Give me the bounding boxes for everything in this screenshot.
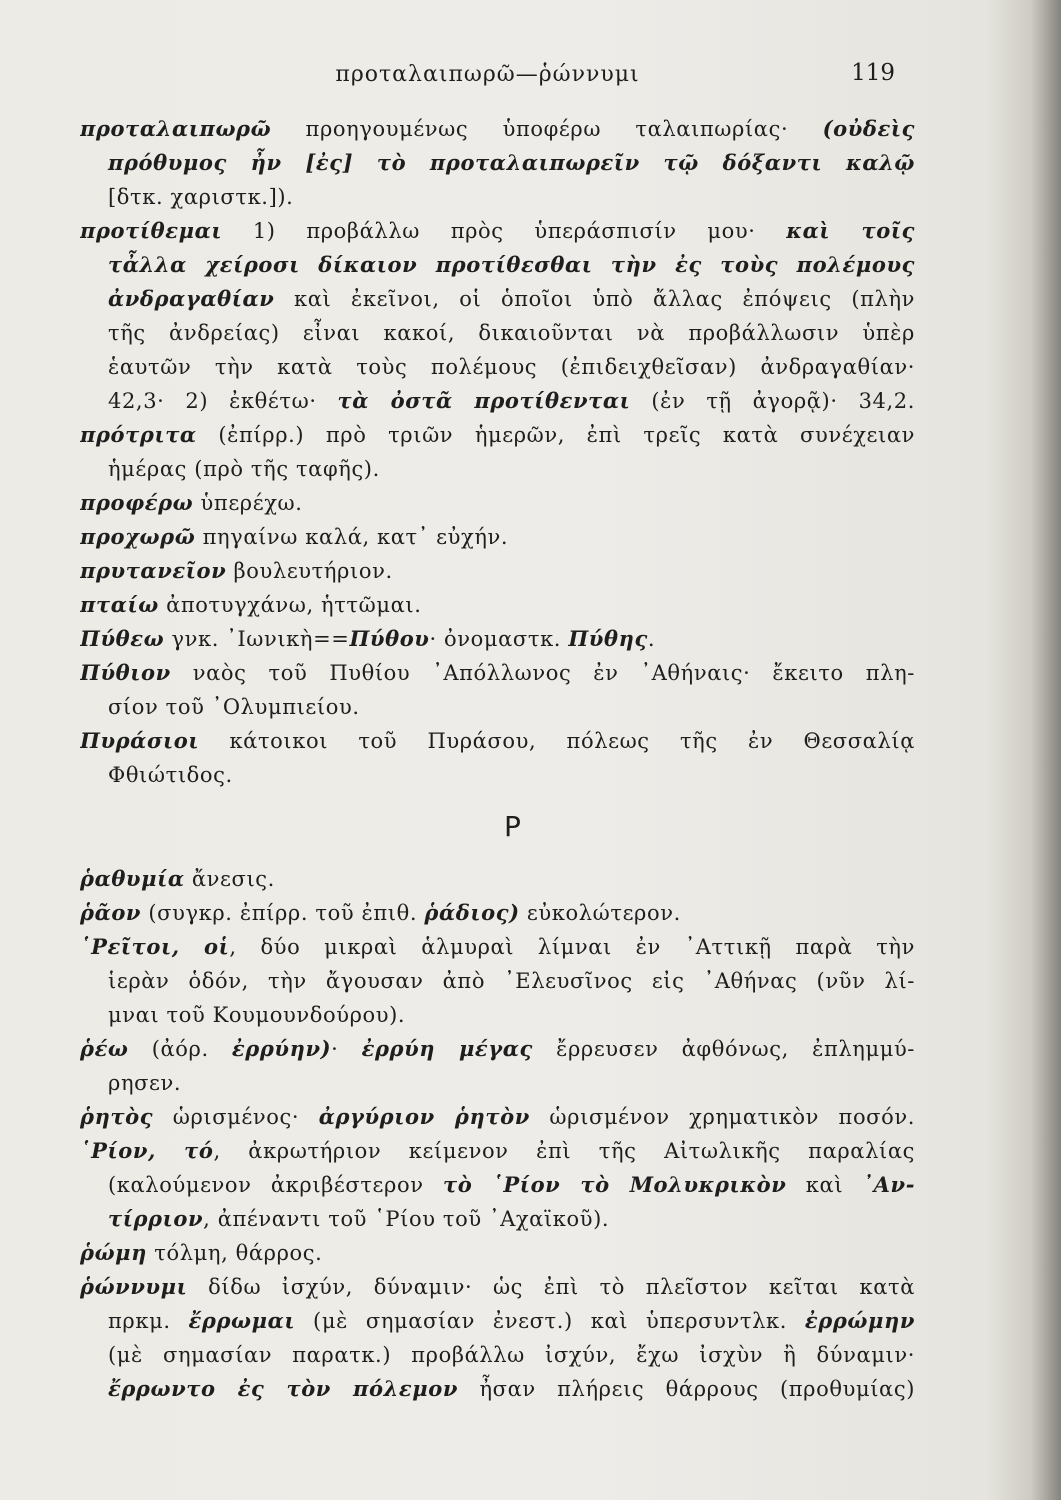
text-line: [80, 350, 915, 384]
text-line: [80, 486, 915, 520]
headword: προτίθεμαι: [80, 218, 223, 243]
text-line: [80, 1372, 915, 1406]
headword: πρόθυμος ἦν [ἐς] τὸ προταλαιπωρεῖν τῷ δόξαντι καλῷ: [108, 150, 915, 175]
text-line: [80, 1304, 915, 1338]
headword: πρυτανεῖον: [80, 558, 227, 583]
text-line: [80, 724, 915, 758]
definition-text: γνκ. ᾿Ιωνικὴ==: [164, 627, 350, 651]
definition-text: (μὲ σημασίαν ἐνεστ.) καὶ ὑπερσυντλκ.: [295, 1309, 805, 1333]
definition-text: ναὸς τοῦ Πυθίου ᾿Απόλλωνος ἐν ᾿Αθήναις· ἔκειτο πλη-: [170, 661, 915, 685]
definition-text: (συγκρ. ἐπίρρ. τοῦ ἐπιθ.: [141, 901, 425, 925]
section-letter: Ρ: [504, 810, 521, 843]
headword: ῥάδιος): [424, 900, 520, 925]
headword: ἐρρώμην: [804, 1308, 915, 1333]
headword: πταίω: [80, 592, 159, 617]
headword: ἀργύριον ῥητὸν: [318, 1104, 530, 1129]
headword: ἐρρύη μέγας: [361, 1036, 533, 1061]
headword: Πύθιον: [80, 660, 171, 685]
text-line: [80, 418, 915, 452]
text-line: [80, 180, 915, 214]
entries-rho: [80, 862, 915, 1406]
definition-text: ἑαυτῶν τὴν κατὰ τοὺς πολέμους (ἐπιδειχθεῖσαν) ἀνδραγαθίαν·: [108, 355, 915, 379]
text-line: [80, 1202, 915, 1236]
text-line: [80, 1066, 915, 1100]
headword: ἔρρωμαι: [188, 1308, 296, 1333]
definition-text: (μὲ σημασίαν παρατκ.) προβάλλω ἰσχύν, ἔχω ἰσχὺν ἢ δύναμιν·: [108, 1343, 915, 1367]
definition-text: ρησεν.: [108, 1071, 182, 1095]
headword: πρότριτα: [80, 422, 197, 447]
definition-text: ὡρισμένον χρηματικὸν ποσόν.: [529, 1105, 915, 1129]
headword: Πύθου: [349, 626, 430, 651]
dictionary-text: [80, 112, 915, 1406]
definition-text: πρκμ.: [108, 1309, 189, 1333]
headword: τὰ ὀστᾶ προτίθενται: [337, 388, 631, 413]
definition-text: (ἀόρ.: [128, 1037, 232, 1061]
headword: ἐρρύην): [231, 1036, 332, 1061]
headword: ῾Ρίον, τό: [80, 1138, 214, 1163]
text-line: [80, 896, 915, 930]
running-title: προταλαιπωρῶ—ῥώννυμι: [335, 62, 640, 87]
page-header: [80, 56, 895, 96]
definition-text: ·: [331, 1037, 362, 1061]
definition-text: (ἐπίρρ.) πρὸ τριῶν ἡμερῶν, ἐπὶ τρεῖς κατὰ συνέχειαν: [196, 423, 915, 447]
headword: (οὐδεὶς: [822, 116, 915, 141]
headword: τἆλλα χείροσι δίκαιον προτίθεσθαι τὴν ἐς τοὺς πολέμους: [108, 252, 915, 277]
definition-text: 42,3· 2) ἐκθέτω·: [108, 389, 338, 413]
text-line: [80, 690, 915, 724]
definition-text: κάτοικοι τοῦ Πυράσου, πόλεως τῆς ἐν Θεσσαλίᾳ: [199, 729, 915, 753]
definition-text: [δτκ. χαριστκ.]).: [108, 185, 294, 209]
headword: Πυράσιοι: [80, 728, 200, 753]
text-line: [80, 998, 915, 1032]
definition-text: ἔρρευσεν ἀφθόνως, ἐπλημμύ-: [532, 1037, 915, 1061]
definition-text: (καλούμενον ἀκριβέστερον: [108, 1173, 443, 1197]
text-line: [80, 1236, 915, 1270]
definition-text: προηγουμένως ὑποφέρω ταλαιπωρίας·: [271, 117, 823, 141]
text-line: [80, 316, 915, 350]
text-line: [80, 452, 915, 486]
definition-text: ὡρισμένος·: [153, 1105, 319, 1129]
headword: ᾿Αν-: [862, 1172, 915, 1197]
page-binding-shadow: [1031, 0, 1061, 1500]
text-line: [80, 1032, 915, 1066]
definition-text: τῆς ἀνδρείας) εἶναι κακοί, δικαιοῦνται νὰ προβάλλωσιν ὑπὲρ: [108, 321, 915, 345]
headword: ῥώμη: [80, 1240, 147, 1265]
headword: προταλαιπωρῶ: [80, 116, 272, 141]
text-line: [80, 146, 915, 180]
definition-text: , ἀκρωτήριον κείμενον ἐπὶ τῆς Αἰτωλικῆς παραλίας: [213, 1139, 915, 1163]
definition-text: πηγαίνω καλά, κατ᾿ εὐχήν.: [195, 525, 509, 549]
text-line: [80, 1134, 915, 1168]
definition-text: σίον τοῦ ᾿Ολυμπιείου.: [108, 695, 360, 719]
text-line: [80, 1338, 915, 1372]
definition-text: δίδω ἰσχύν, δύναμιν· ὡς ἐπὶ τὸ πλεῖστον κεῖται κατὰ: [187, 1275, 915, 1299]
definition-text: μναι τοῦ Κουμουνδούρου).: [108, 1003, 406, 1027]
text-line: [80, 214, 915, 248]
text-line: [80, 622, 915, 656]
definition-text: , δύο μικραὶ ἁλμυραὶ λίμναι ἐν ᾿Αττικῇ παρὰ τὴν: [229, 935, 915, 959]
headword: Πύθης: [568, 626, 648, 651]
definition-text: εὐκολώτερον.: [519, 901, 681, 925]
definition-text: ὑπερέχω.: [193, 491, 303, 515]
definition-text: .: [647, 627, 656, 651]
definition-text: (ἐν τῇ ἀγορᾷ)· 34,2.: [630, 389, 915, 413]
headword: ῥητὸς: [80, 1104, 154, 1129]
headword: ῥαθυμία: [80, 866, 185, 891]
definition-text: βουλευτήριον.: [226, 559, 393, 583]
text-line: [80, 1270, 915, 1304]
text-line: [80, 588, 915, 622]
headword: Πύθεω: [80, 626, 165, 651]
definition-text: · ὀνομαστκ.: [429, 627, 569, 651]
headword: προφέρω: [80, 490, 194, 515]
text-line: [80, 964, 915, 998]
definition-text: Φθιώτιδος.: [108, 763, 233, 787]
text-line: [80, 656, 915, 690]
headword: ἀνδραγαθίαν: [108, 286, 275, 311]
definition-text: καὶ: [786, 1173, 863, 1197]
text-line: [80, 248, 915, 282]
text-line: [80, 930, 915, 964]
text-line: [80, 520, 915, 554]
headword: ῥέω: [80, 1036, 129, 1061]
text-line: [80, 1100, 915, 1134]
text-line: [80, 112, 915, 146]
definition-text: 1) προβάλλω πρὸς ὑπεράσπισίν μου·: [222, 219, 787, 243]
entries-pi: [80, 112, 915, 792]
text-line: [80, 1168, 915, 1202]
headword: τίρριον: [108, 1206, 204, 1231]
headword: προχωρῶ: [80, 524, 196, 549]
definition-text: ἦσαν πλήρεις θάρρους (προθυμίας): [458, 1377, 915, 1401]
text-line: [80, 384, 915, 418]
text-line: [80, 862, 915, 896]
page-number: 119: [851, 60, 895, 86]
definition-text: , ἀπέναντι τοῦ ῾Ρίου τοῦ ᾿Αχαϊκοῦ).: [203, 1207, 610, 1231]
definition-text: τόλμη, θάρρος.: [147, 1241, 323, 1265]
definition-text: ἄνεσις.: [184, 867, 275, 891]
text-line: [80, 282, 915, 316]
headword: τὸ ῾Ρίον τὸ Μολυκρικὸν: [442, 1172, 787, 1197]
definition-text: ἡμέρας (πρὸ τῆς ταφῆς).: [108, 457, 380, 481]
definition-text: καὶ ἐκεῖνοι, οἱ ὁποῖοι ὑπὸ ἄλλας ἐπόψεις (πλὴν: [274, 287, 915, 311]
headword: ῥώννυμι: [80, 1274, 188, 1299]
definition-text: ἀποτυγχάνω, ἡττῶμαι.: [158, 593, 422, 617]
definition-text: ἱερὰν ὁδόν, τὴν ἄγουσαν ἀπὸ ᾿Ελευσῖνος εἰς ᾿Αθήνας (νῦν λί-: [108, 969, 915, 993]
text-line: [80, 554, 915, 588]
headword: ῥᾶον: [80, 900, 142, 925]
headword: ῾Ρεῖτοι, οἱ: [80, 934, 230, 959]
headword: ἔρρωντο ἐς τὸν πόλεμον: [108, 1376, 459, 1401]
text-line: [80, 758, 915, 792]
headword: καὶ τοῖς: [786, 218, 915, 243]
